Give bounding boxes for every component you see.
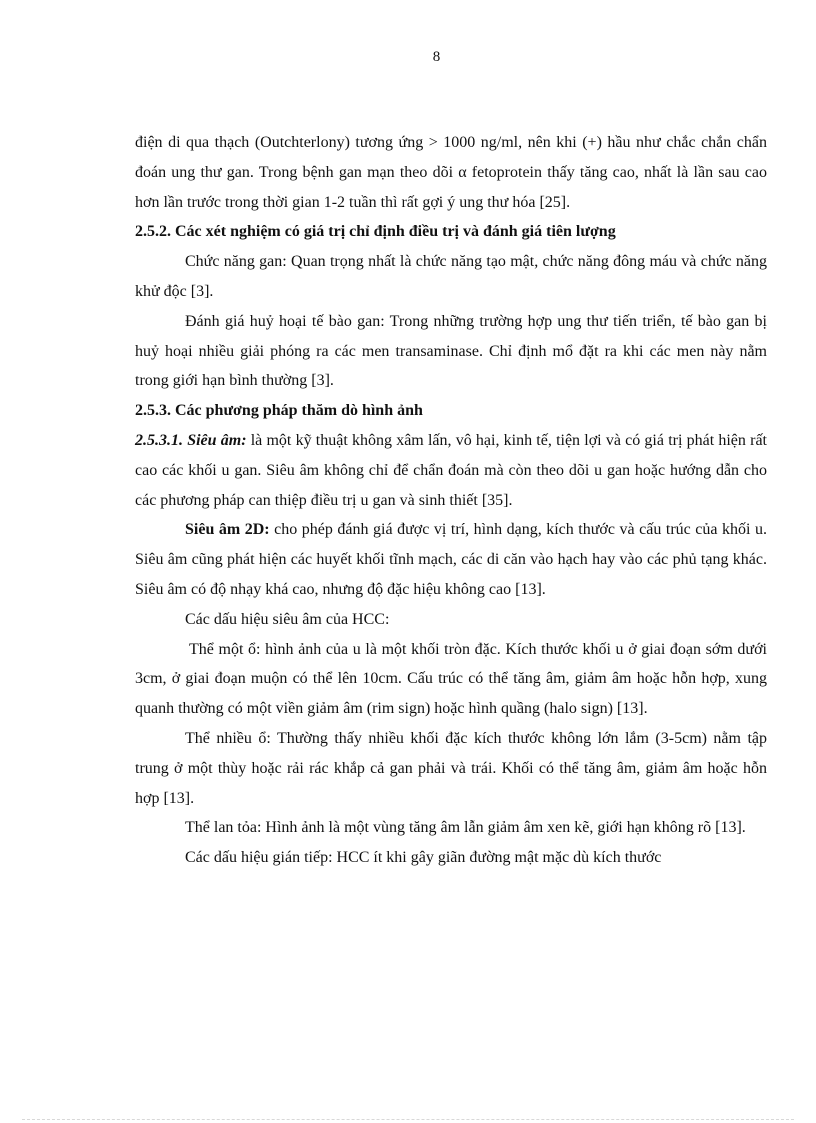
section-heading-2-5-2: 2.5.2. Các xét nghiệm có giá trị chỉ định điều trị và đánh giá tiên lượng [135,223,616,241]
paragraph-single-focus: Thể một ổ: hình ảnh của u là một khối tròn đặc. Kích thước khối u ở giai đoạn sớm dưới 3cm, ở giai đoạn muộn có thể lên 10cm. Cấu trúc có thể tăng âm, giảm âm hoặc hỗn hợp, xung quanh thường có một viền giảm âm (rim sign) hoặc hình quầng (halo sign) [13]. [135,640,767,718]
paragraph-ultrasound [135,426,767,515]
paragraph-multi-focus: Thể nhiều ổ: Thường thấy nhiều khối đặc kích thước không lớn lắm (3-5cm) nằm tập trung ở một thùy hoặc rải rác khắp cả gan phải và trái. Khối có thể tăng âm, giảm âm hoặc hỗn hợp [13]. [135,729,767,807]
paragraph-afp-continuation: điện di qua thạch (Outchterlony) tương ứng > 1000 ng/ml, nên khi (+) hầu như chắc chắn chẩn đoán ung thư gan. Trong bệnh gan mạn theo dõi α fetoprotein thấy tăng cao, nhất là lần sau cao hơn lần trước trong thời gian 1-2 tuần thì rất gợi ý ung thư hóa [25]. [135,134,767,211]
paragraph-ultrasound-text: là một kỹ thuật không xâm lấn, vô hại, kinh tế, tiện lợi và có giá trị phát hiện rất cao các khối u gan. Siêu âm không chỉ để chẩn đoán mà còn theo dõi u gan hoặc hướng dẫn cho các phương pháp can thiệp điều trị u gan và sinh thiết [35]. [135,431,767,509]
document-body [135,128,767,873]
subsection-label-2-5-3-1: 2.5.3.1. Siêu âm: [135,431,247,449]
paragraph-hcc-signs: Các dấu hiệu siêu âm của HCC: [185,610,390,628]
page-bottom-divider [22,1119,794,1120]
paragraph-ultrasound-2d-text: cho phép đánh giá được vị trí, hình dạng, kích thước và cấu trúc của khối u. Siêu âm cũng phát hiện các huyết khối tĩnh mạch, các di căn vào hạch hay vào các phủ tạng khác. Siêu âm có độ nhạy khá cao, nhưng độ đặc hiệu không cao [13]. [135,521,767,598]
paragraph-indirect-signs: Các dấu hiệu gián tiếp: HCC ít khi gây giãn đường mật mặc dù kích thước [185,849,662,867]
paragraph-diffuse: Thể lan tỏa: Hình ảnh là một vùng tăng âm lẫn giảm âm xen kẽ, giới hạn không rõ [13]. [185,819,746,837]
paragraph-hepatocyte-damage: Đánh giá huỷ hoại tế bào gan: Trong những trường hợp ung thư tiến triển, tế bào gan bị huỷ hoại nhiều giải phóng ra các men transaminase. Chỉ định mổ đặt ra khi các men này nằm trong giới hạn bình thường [3]. [135,312,767,390]
paragraph-liver-function: Chức năng gan: Quan trọng nhất là chức năng tạo mật, chức năng đông máu và chức năng khử độc [3]. [135,253,767,300]
section-heading-2-5-3: 2.5.3. Các phương pháp thăm dò hình ảnh [135,402,423,420]
paragraph-ultrasound-2d [135,515,767,604]
term-ultrasound-2d: Siêu âm 2D: [185,521,270,539]
page-number: 8 [432,49,441,65]
